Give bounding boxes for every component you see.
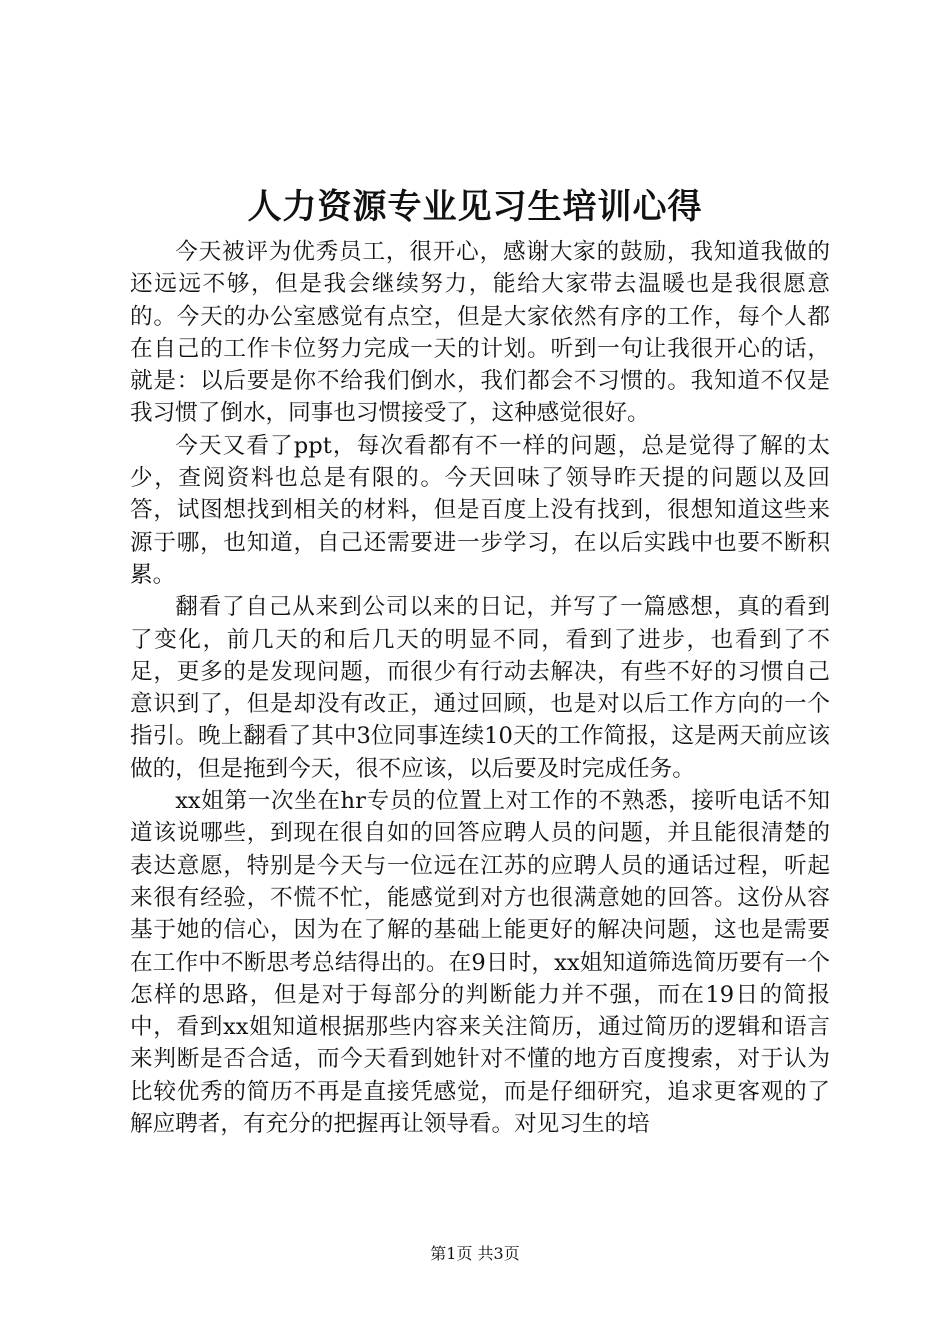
paragraph-3: 翻看了自己从来到公司以来的日记，并写了一篇感想，真的看到了变化，前几天的和后几天的明显不同，看到了进步，也看到了不足，更多的是发现问题，而很少有行动去解决，有些不好的习惯自己意识到了，但是却没有改正，通过回顾，也是对以后工作方向的一个指引。晚上翻看了其中3位同事连续10天的工作简报，这是两天前应该做的，但是拖到今天，很不应该，以后要及时完成任务。 [130,594,830,782]
paragraph-4: xx姐第一次坐在hr专员的位置上对工作的不熟悉，接听电话不知道该说哪些，到现在很自如的回答应聘人员的问题，并且能很清楚的表达意愿，特别是今天与一位远在江苏的应聘人员的通话过程，听起来很有经验，不慌不忙，能感觉到对方也很满意她的回答。这份从容基于她的信心，因为在了解的基础上能更好的解决问题，这也是需要在工作中不断思考总结得出的。在9日时，xx姐知道筛选简历要有一个怎样的思路，但是对于每部分的判断能力并不强，而在19日的简报中，看到xx姐知道根据那些内容来关注简历，通过简历的逻辑和语言来判断是否合适，而今天看到她针对不懂的地方百度搜索，对于认为比较优秀的简历不再是直接凭感觉，而是仔细研究，追求更客观的了解应聘者，有充分的把握再让领导看。对见习生的培 [130,788,830,1138]
paragraph-1: 今天被评为优秀员工，很开心，感谢大家的鼓励，我知道我做的还远远不够，但是我会继续努力，能给大家带去温暖也是我很愿意的。今天的办公室感觉有点空，但是大家依然有序的工作，每个人都在自己的工作卡位努力完成一天的计划。听到一句让我很开心的话，就是：以后要是你不给我们倒水，我们都会不习惯的。我知道不仅是我习惯了倒水，同事也习惯接受了，这种感觉很好。 [130,239,830,427]
page-footer: 第1页 共3页 [430,1244,520,1263]
paragraph-2: 今天又看了ppt，每次看都有不一样的问题，总是觉得了解的太少，查阅资料也总是有限的。今天回味了领导昨天提的问题以及回答，试图想找到相关的材料，但是百度上没有找到，很想知道这些来源于哪，也知道，自己还需要进一步学习，在以后实践中也要不断积累。 [130,432,830,588]
document-title: 人力资源专业见习生培训心得 [247,187,703,227]
document-body [130,236,830,1140]
